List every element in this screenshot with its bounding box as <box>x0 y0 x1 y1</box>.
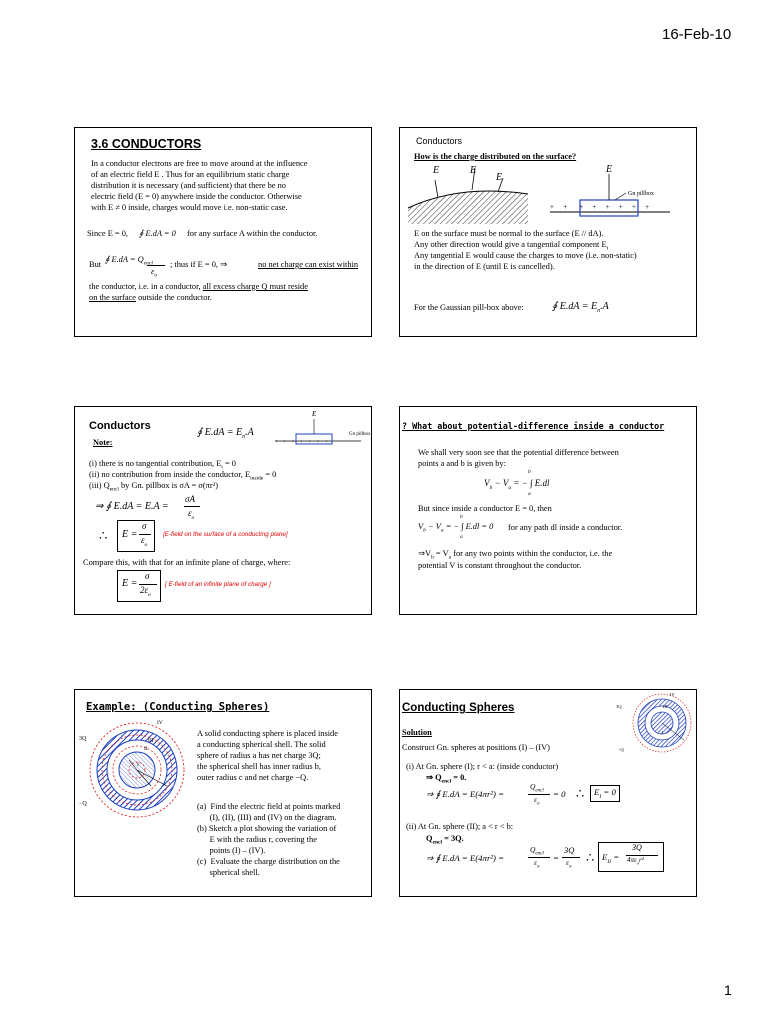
field-arrow <box>435 180 438 198</box>
slide-conducting-spheres-solution <box>399 689 697 897</box>
intro-line-1: We shall very soon see that the potential difference between <box>418 448 619 457</box>
charge-label-3q: 3Q <box>616 704 622 709</box>
description-line-2: a conducting spherical shell. The solid <box>197 740 326 749</box>
slide-conductors-pillbox <box>74 406 372 615</box>
slide-title: Conductors <box>416 136 463 146</box>
but-text-2: ; thus if E = 0, ⇒ <box>170 260 228 269</box>
region-label-iv: IV <box>670 692 675 697</box>
integral-upper: b <box>460 514 463 520</box>
slide-title: Conductors <box>89 420 151 432</box>
part-line-2: (I), (II), (III) and (IV) on the diagram. <box>197 813 337 822</box>
header-date: 16-Feb-10 <box>662 26 732 43</box>
part-line-3: (b) Sketch a plot showing the variation of <box>197 824 337 833</box>
since-text-2: for any surface A within the conductor. <box>187 229 318 238</box>
charge-label-minus-q: −Q <box>79 801 87 807</box>
charge-label-3q: 3Q <box>79 736 87 742</box>
integral-lower: a <box>528 491 531 497</box>
region-label-i: I <box>137 762 139 768</box>
intro-line-2: of an electric field E . Thus for an equilibrium static charge <box>91 170 290 179</box>
slide-example-spheres <box>74 689 372 897</box>
conclusion-line-2: on the surface outside the conductor. <box>89 293 212 302</box>
case-ii-line: (ii) At Gn. sphere (II); a < r < b: <box>406 822 514 831</box>
part-line-1: (a) Find the electric field at points marked <box>197 802 341 811</box>
case-i-equation: ⇒ ∮ E.dA = E(4πr²) = <box>426 789 505 799</box>
but-text-3: no net charge can exist within <box>258 260 359 269</box>
note-item-3: (iii) $Q_{encl}$ by Gn. pillbox is σA = σ(πr²) <box>89 481 218 493</box>
compare-text: Compare this, with that for an infinite plane of charge, where: <box>83 558 291 567</box>
region-label-ii: II <box>144 746 148 752</box>
integral-upper: b <box>528 469 531 475</box>
region-label-iii: III <box>148 738 154 744</box>
pillbox-text: For the Gaussian pill-box above: <box>414 303 524 312</box>
conclusion-line-1: the conductor, i.e. in a conductor, all excess charge Q must reside <box>89 282 308 291</box>
slide-potential-difference <box>399 406 697 615</box>
e-label: E <box>496 172 503 183</box>
since-equation: ∮ E.dA = 0 <box>139 229 176 238</box>
therefore-symbol: ∴ <box>99 528 108 543</box>
intro-line-1: In a conductor electrons are free to move around at the influence <box>91 159 308 168</box>
eq4-note: [ E-field of an infinite plane of charge ] <box>165 581 271 588</box>
flux-equation-2: ⇒ ∮ E.dA = E.A = <box>95 501 169 512</box>
case-i-result-box: $E_I = 0$ <box>590 785 620 802</box>
part-line-7: spherical shell. <box>197 868 260 877</box>
pillbox-equation: ∮ $E.dA = E_n.A$ <box>552 301 609 314</box>
therefore-symbol: ∴ <box>586 850 595 865</box>
eq4-denominator: $2\varepsilon_o$ <box>140 585 151 598</box>
description-line-1: A solid conducting sphere is placed inside <box>197 729 338 738</box>
note-item-1: (i) there is no tangential contribution, $E_t = 0$ <box>89 459 236 471</box>
pd-zero-equation: $V_b - V_a$ = − ∫ E.dl = 0 <box>418 522 494 534</box>
slide-title: Example: (Conducting Spheres) <box>86 701 270 713</box>
intro-line-4: electric field (E = 0) anywhere inside the conductor. Otherwise <box>91 192 302 201</box>
charge-label-minus-q: −Q <box>618 747 624 752</box>
spheres-mini-diagram <box>626 692 697 754</box>
case-i-denominator: $\varepsilon_o$ <box>534 795 540 807</box>
part-line-4: E with the radius r, covering the <box>197 835 317 844</box>
surface-charges: + + + + + + + <box>275 440 329 445</box>
eq4-numerator: σ <box>145 571 150 581</box>
region-label-iii: III <box>663 704 668 709</box>
case-ii-denominator: $\varepsilon_o$ <box>534 858 540 870</box>
intro-line-2: points a and b is given by: <box>418 459 506 468</box>
solution-label: Solution <box>402 728 432 737</box>
case-i-numerator: $Q_{encl}$ <box>530 782 544 794</box>
normal-line-2: Any other direction would give a tangential component $E_t$ <box>414 240 609 252</box>
case-i-line: (i) At Gn. sphere (I); r < a: (inside conductor) <box>406 762 559 771</box>
description-line-4: the spherical shell has inner radius b, <box>197 762 321 771</box>
therefore-symbol: ∴ <box>576 786 585 801</box>
eq3-denominator: $\varepsilon_o$ <box>141 535 148 548</box>
since-text: Since E = 0, <box>87 229 129 238</box>
e-label: E <box>312 410 317 418</box>
surface-charges: + + + + + + + + <box>550 203 651 211</box>
eq3-left: E = <box>122 529 138 540</box>
case-ii-equals: = <box>553 853 559 863</box>
slide-title: 3.6 CONDUCTORS <box>91 137 202 151</box>
case-ii-numerator: $Q_{encl}$ <box>530 845 544 857</box>
normal-line-4: in the direction of E (until E is cancelled). <box>414 262 555 271</box>
eq2-numerator: σA <box>185 494 195 504</box>
intro-line-3: distribution it is necessary (and sufficient) that there be no <box>91 181 286 190</box>
e-label: E <box>433 165 440 176</box>
question: How is the charge distributed on the surface? <box>414 152 577 161</box>
fraction-bar <box>184 506 200 507</box>
slide-conductors-intro <box>74 127 372 337</box>
conclusion-line-1: $\Rightarrow V_b = V_a$ for any two points within the conductor, i.e. the <box>418 549 613 561</box>
case-ii-result-left: $E_{II}$ = <box>602 852 620 865</box>
slide-charge-distribution <box>399 127 697 337</box>
slide-title: ? What about potential-difference inside a conductor <box>402 421 665 431</box>
normal-line-1: E on the surface must be normal to the surface (E // dA). <box>414 229 604 238</box>
eq3-note: [E-field on the surface of a conducting plane] <box>163 531 288 538</box>
intro-line-5: with E ≠ 0 inside, charges would move i.e. non-static case. <box>91 203 288 212</box>
eq2-denominator: $\varepsilon_o$ <box>188 508 195 521</box>
region-label-i: I <box>662 730 664 735</box>
integral-lower: a <box>460 534 463 540</box>
part-line-5: points (I) – (IV). <box>197 846 266 855</box>
e-label: E <box>606 164 613 175</box>
pillbox-label: Gn pillbox <box>349 432 371 437</box>
case-ii-result-numerator: 3Q <box>632 843 642 852</box>
e-label: E <box>470 165 477 176</box>
description-line-3: sphere of radius a has net charge 3Q; <box>197 751 321 760</box>
case-ii-numerator-2: 3Q <box>564 845 575 855</box>
but-text: But since inside a conductor E = 0, then <box>418 504 552 513</box>
eq3-numerator: σ <box>142 521 147 531</box>
spheres-diagram <box>81 720 193 820</box>
path-note: for any path dl inside a conductor. <box>508 523 623 532</box>
page-number: 1 <box>724 982 732 998</box>
but-text: But <box>89 260 102 269</box>
description-line-5: outer radius c and net charge −Q. <box>197 773 309 782</box>
case-i-charge: ⇒ $Q_{encl} = 0$. <box>426 773 467 785</box>
note-item-2: (ii) no contribution from inside the conductor, $E_{inside} = 0$ <box>89 470 277 482</box>
but-equation: ∮ $E.dA = Q_{encl}$ <box>105 255 153 267</box>
case-ii-denominator-2: $\varepsilon_o$ <box>566 858 572 870</box>
case-i-zero: = 0 <box>553 789 566 799</box>
slide-title: Conducting Spheres <box>402 702 515 714</box>
flux-equation: ∮ $E.dA = E_n.A$ <box>197 427 254 440</box>
case-ii-result-denominator: $4\pi\varepsilon_or^2$ <box>627 856 644 866</box>
region-label-iv: IV <box>157 720 163 726</box>
but-equation-den: $\varepsilon_o$ <box>151 267 158 279</box>
case-ii-equation: ⇒ ∮ E.dA = E(4πr²) = <box>426 853 505 863</box>
eq4-left: E = <box>122 578 138 589</box>
pd-equation: $V_b - V_a$ = − ∫ E.dl <box>484 478 550 491</box>
construct-text: Construct Gn. spheres at positions (I) – (IV) <box>402 743 550 752</box>
conclusion-line-2: potential V is constant throughout the conductor. <box>418 561 582 570</box>
pillbox-label: Gn pillbox <box>628 191 654 197</box>
curved-conductor-surface <box>408 191 528 224</box>
part-line-6: (c) Evaluate the charge distribution on the <box>197 857 340 866</box>
normal-line-3: Any tangential E would cause the charges to move (i.e. non-static) <box>414 251 637 260</box>
case-ii-charge: $Q_{encl} = 3Q$. <box>426 834 464 846</box>
note-label: Note: <box>93 438 113 447</box>
